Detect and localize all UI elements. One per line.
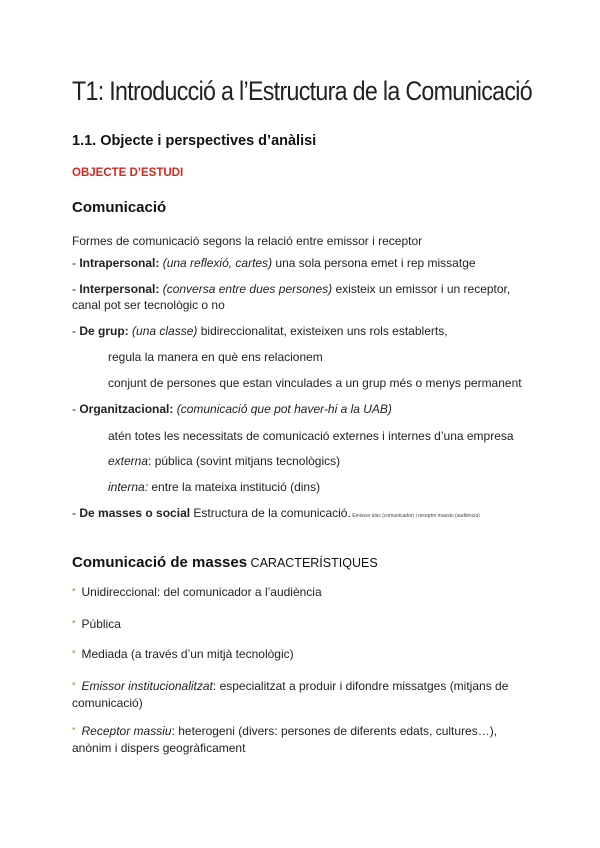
characteristic-item-line2: anònim i dispers geogràficament [72, 741, 246, 755]
type-organitzacional: - Organitzacional: (comunicació que pot haver-hi a la UAB) [72, 402, 392, 416]
bullet-icon: • [72, 724, 76, 735]
comunicacio-heading: Comunicació [72, 199, 167, 216]
type-intrapersonal: - Intrapersonal: (una reflexió, cartes) una sola persona emet i rep missatge [72, 256, 476, 270]
org-sub-2: externa: pública (sovint mitjans tecnològics) [108, 454, 341, 468]
bullet-icon: • [72, 617, 76, 628]
org-sub-1: atén totes les necessitats de comunicació externes i internes d’una empresa [108, 429, 514, 443]
object-label: OBJECTE D’ESTUDI [72, 167, 184, 179]
type-interpersonal-line2: canal pot ser tecnològic o no [72, 298, 225, 312]
characteristic-item: • Receptor massiu: heterogeni (divers: persones de diferents edats, cultures…), [72, 724, 498, 738]
type-grup: - De grup: (una classe) bidireccionalitat, existeixen uns rols establerts, [72, 324, 448, 338]
bullet-icon: • [72, 647, 76, 658]
page-title: T1: Introducció a l’Estructura de la Comunicació [72, 76, 532, 106]
type-interpersonal: - Interpersonal: (conversa entre dues persones) existeix un emissor i un receptor, [72, 282, 511, 296]
characteristic-item: • Unidireccional: del comunicador a l’audiència [72, 585, 322, 599]
bullet-icon: • [72, 585, 76, 596]
characteristic-item: • Emissor institucionalitzat: especialitzat a produir i difondre missatges (mitjans de [72, 679, 509, 693]
intro-text: Formes de comunicació segons la relació entre emissor i receptor [72, 234, 423, 248]
characteristic-item: • Pública [72, 617, 121, 631]
grup-sub-2: conjunt de persones que estan vinculades a un grup més o menys permanent [108, 376, 522, 390]
masses-heading: Comunicació de masses CARACTERÍSTIQUES [72, 554, 378, 571]
grup-sub-1: regula la manera en què ens relacionem [108, 350, 323, 364]
org-sub-3: interna: entre la mateixa institució (dins) [108, 480, 321, 494]
bullet-icon: • [72, 679, 76, 690]
section-heading: 1.1. Objecte i perspectives d’anàlisi [72, 133, 317, 149]
type-masses: - De masses o social Estructura de la comunicació. Emissor únic (comunicador) i receptor massiu (audiència) [72, 506, 480, 520]
characteristic-item: • Mediada (a través d’un mitjà tecnològic) [72, 647, 294, 661]
characteristic-item-line2: comunicació) [72, 696, 143, 710]
